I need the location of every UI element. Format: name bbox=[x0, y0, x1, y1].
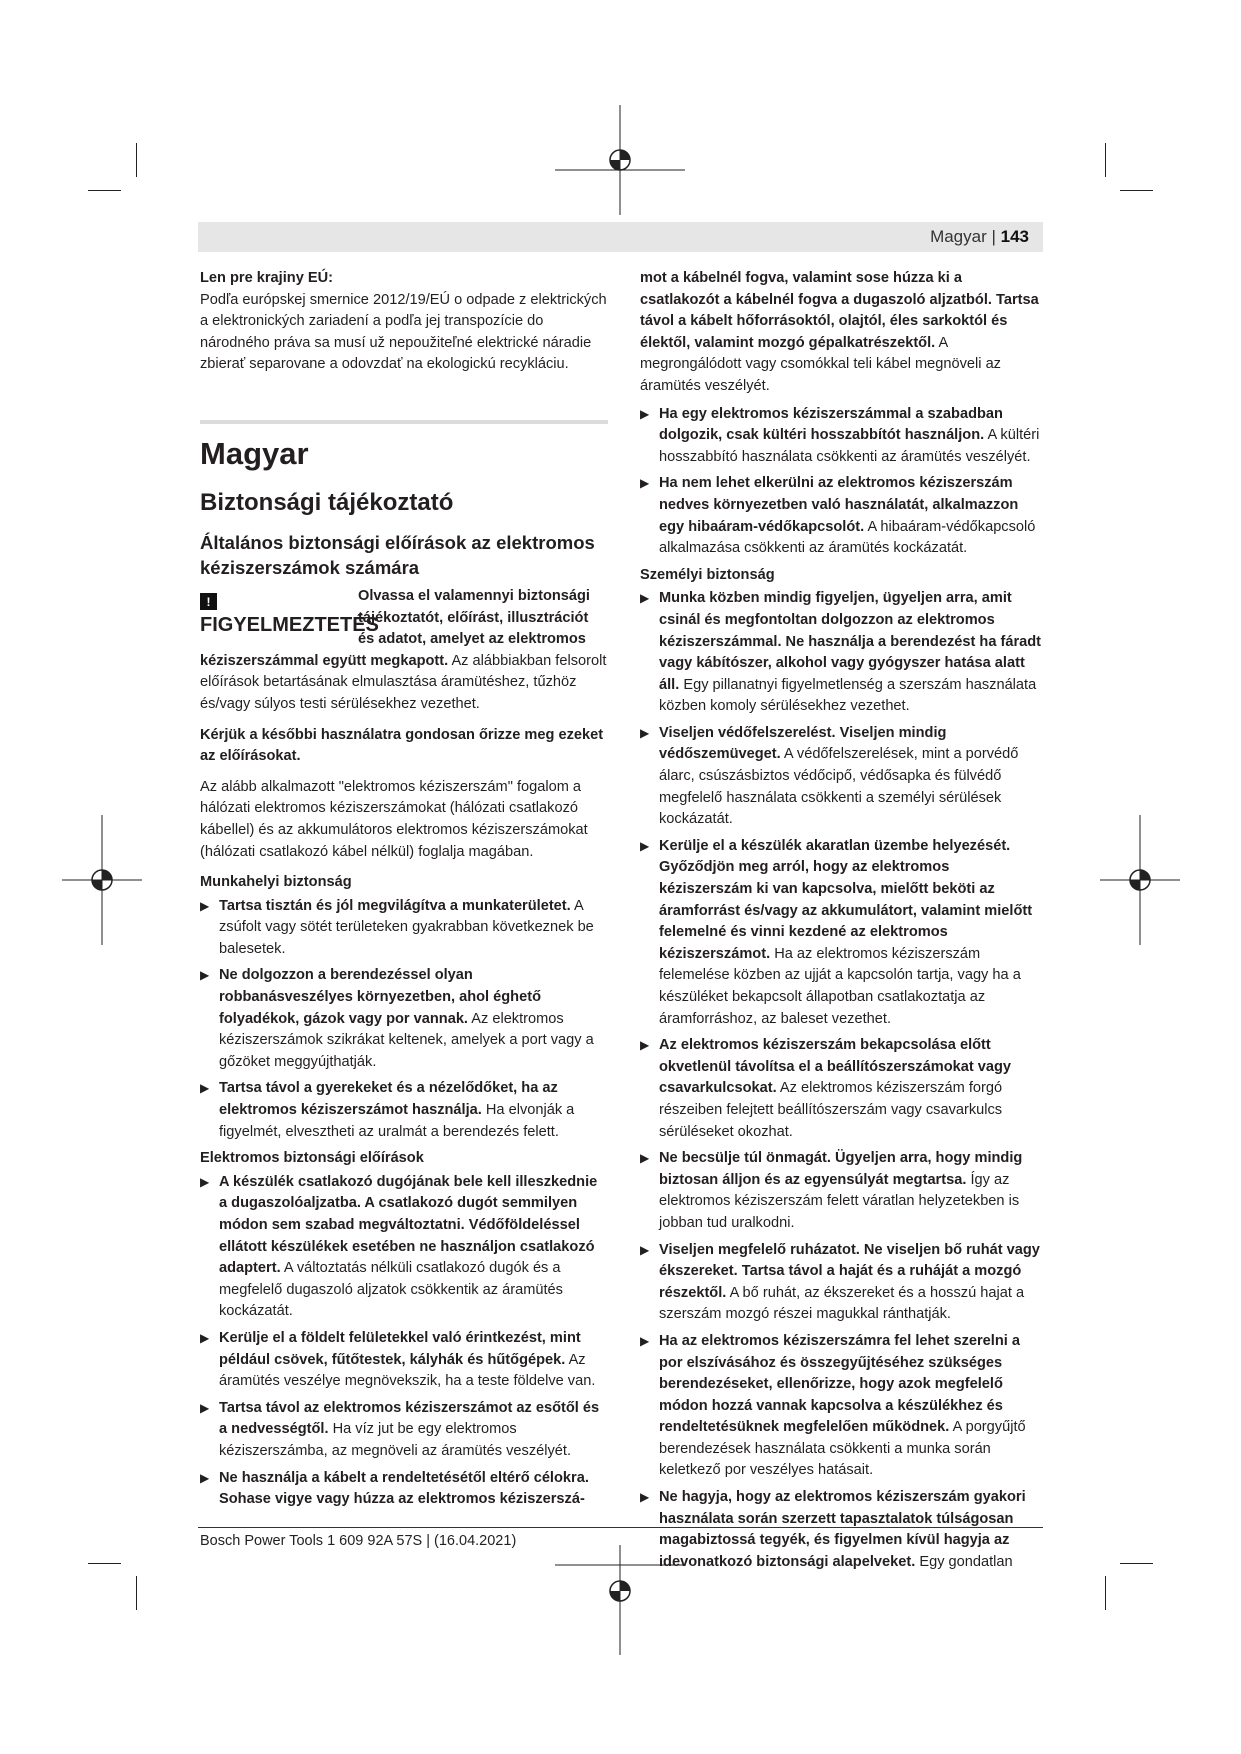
list-item: ▶ Ne használja a kábelt a rendeltetésétől eltérő célokra. Sohase vigye vagy húzza az elektromos kéziszerszá- bbox=[200, 1468, 608, 1511]
list-item: ▶ Ha nem lehet elkerülni az elektromos kéziszerszám nedves környezetben való használatát, alkalmazzon egy hibaáram-védőkapcsolót. A hibaáram-védőkapcsoló alkalmazása csökkenti az áramütés kockázatát. bbox=[640, 473, 1045, 559]
personal-safety-heading: Személyi biztonság bbox=[640, 566, 775, 583]
warning-bold-text: Olvassa el valamennyi biztonsági tájékoztatót, előírást, illusztrációt és adatot, amelyet az elektromos kéziszerszámmal együtt megkapott. bbox=[200, 587, 590, 669]
list-item: ▶ Az elektromos kéziszerszám bekapcsolása előtt okvetlenül távolítsa el a beállítószerszámokat vagy csavarkulcsokat. Az elektromos kéziszerszám forgó részeiben felejtett beállítószerszám vagy csavarkulcs sérüléseket okozhat. bbox=[640, 1035, 1045, 1143]
eu-text: Podľa európskej smernice 2012/19/EÚ o odpade z elektrických a elektronických zariadení a podľa jej transpozície do národného práva sa musí už nepoužiteľné elektrické náradie zbierať separovane a odovzdať na ekologickú recykláciu. bbox=[200, 291, 607, 373]
header-text: Magyar | 143 bbox=[930, 227, 1029, 246]
list-item: ▶ Tartsa távol a gyerekeket és a nézelődőket, ha az elektromos kéziszerszámot használja. Ha elvonják a figyelmét, elvesztheti az uralmát a berendezés felett. bbox=[200, 1078, 608, 1143]
registration-mark-icon bbox=[62, 815, 142, 945]
electrical-safety-heading: Elektromos biztonsági előírások bbox=[200, 1150, 424, 1167]
list-item: ▶ Ne dolgozzon a berendezéssel olyan robbanásveszélyes környezetben, ahol éghető folyadékok, gázok vagy por vannak. Az elektromos kéziszerszámok szikrákat keltenek, amelyek a port vagy a gőzöket meggyújthatják. bbox=[200, 965, 608, 1073]
workplace-safety-list bbox=[200, 896, 608, 1144]
list-item: ▶ A készülék csatlakozó dugójának bele kell illeszkednie a dugaszolóaljzatba. A csatlakozó dugót semmilyen módon sem szabad megváltoztatni. Védőföldeléssel ellátott készülékek esetében ne használjon csatlakozó adaptert. A változtatás nélküli csatlakozó dugók és a megfelelő dugaszoló aljzatok csökkentik az áramütés kockázatát. bbox=[200, 1172, 608, 1323]
electrical-safety-list bbox=[200, 1172, 608, 1511]
crop-mark bbox=[136, 143, 137, 177]
list-item: ▶ Viseljen megfelelő ruházatot. Ne viseljen bő ruhát vagy ékszereket. Tartsa távol a haját és a ruháját a mozgó részektől. A bő ruhát, az ékszereket és a hosszú hajat a szerszám mozgó részei magukkal ránthatják. bbox=[640, 1240, 1045, 1326]
list-item: ▶ Tartsa tisztán és jól megvilágítva a munkaterületet. A zsúfolt vagy sötét területeken gyakrabban következnek be balesetek. bbox=[200, 896, 608, 961]
crop-mark bbox=[88, 190, 121, 191]
warning-text: Az alábbiakban felsorolt előírások betartásának elmulasztása áramütéshez, tűzhöz és/vagy súlyos testi sérülésekhez vezethet. bbox=[200, 652, 607, 712]
list-item: ▶ Viseljen védőfelszerelést. Viseljen mindig védőszemüveget. A védőfelszerelések, mint a porvédő álarc, csúszásbiztos védőcipő, védősapka és fülvédő megfelelő használata csökkenti a személyi sérülések kockázatát. bbox=[640, 723, 1045, 831]
crop-mark bbox=[136, 1576, 137, 1610]
subsection-title: Általános biztonsági előírások az elektromos kéziszerszámok számára bbox=[200, 531, 595, 578]
crop-mark bbox=[1105, 1576, 1106, 1610]
header-section: Magyar bbox=[930, 227, 987, 246]
continued-text: mot a kábelnél fogva, valamint sose húzza ki a csatlakozót a kábelnél fogva a dugaszoló aljzatból. Tartsa távol a kábelt hőforrásoktól, olajtól, éles sarkoktól és élektől, valamint mozgó gépalkatrészektől. A megrongálódott vagy csomókkal teli kábel megnöveli az áramütés veszélyét. bbox=[640, 270, 1039, 394]
keep-instructions-note: Kérjük a későbbi használatra gondosan őrizze meg ezeket az előírásokat. bbox=[200, 726, 604, 765]
list-item: ▶ Kerülje el a készülék akaratlan üzembe helyezését. Győződjön meg arról, hogy az elektromos kéziszerszám ki van kapcsolva, mielőtt beköti az áramforrást és/vagy az akkumulátort, valamint mielőtt felemelné és vinni kezdené az elektromos kéziszerszámot. Ha az elektromos kéziszerszám felemelése közben az ujját a kapcsolón tartja, vagy ha a készüléket bekapcsolt állapotban csatlakoztatja az áramforráshoz, az baleset vezethet. bbox=[640, 836, 1045, 1030]
list-item: ▶ Ha egy elektromos kéziszerszámmal a szabadban dolgozik, csak kültéri hosszabbítót használjon. A kültéri hosszabbító használata csökkenti az áramütés veszélyét. bbox=[640, 404, 1045, 469]
left-column bbox=[200, 268, 608, 1516]
section-divider bbox=[200, 420, 608, 424]
section-title: Biztonsági tájékoztató bbox=[200, 488, 454, 516]
list-item: ▶ Ne hagyja, hogy az elektromos kéziszerszám gyakori használata során szerzett tapasztalatok túlságosan magabiztossá tegyék, és figyelmen kívül hagyja az idevonatkozó biztonsági alapelveket. Egy gondatlan bbox=[640, 1487, 1045, 1573]
registration-mark-icon bbox=[1100, 815, 1180, 945]
list-item: ▶ Kerülje el a földelt felületekkel való érintkezést, mint például csövek, fűtőtestek, kályhák és hűtőgépek. Az áramütés veszélye megnövekszik, ha a teste földelve van. bbox=[200, 1328, 608, 1393]
eu-heading: Len pre krajiny EÚ: bbox=[200, 270, 334, 286]
warning-block bbox=[200, 586, 608, 716]
running-header bbox=[198, 222, 1043, 252]
term-definition: Az alább alkalmazott "elektromos kéziszerszám" fogalom a hálózati elektromos kéziszerszámokat (hálózati csatlakozó kábellel) és az akkumulátoros elektromos kéziszerszámokat (hálózati csatlakozó kábel nélkül) foglalja magában. bbox=[200, 778, 588, 860]
crop-mark bbox=[1120, 190, 1153, 191]
electrical-safety-list-continued bbox=[640, 404, 1045, 560]
registration-mark-icon bbox=[555, 105, 685, 215]
warning-triangle-icon: ! bbox=[200, 593, 217, 610]
list-item: ▶ Ha az elektromos kéziszerszámra fel lehet szerelni a por elszívásához és összegyűjtéséhez szükséges berendezéseket, ellenőrizze, hogy azok megfelelő módon hozzá vannak kapcsolva a készülékhez és rendeltetésüknek megfelelően működnek. A porgyűjtő berendezések használata csökkenti a munka során keletkező por veszélyes hatásait. bbox=[640, 1331, 1045, 1482]
right-column bbox=[640, 268, 1045, 1578]
personal-safety-list bbox=[640, 588, 1045, 1573]
footer-rule bbox=[198, 1527, 1043, 1528]
page-number: 143 bbox=[1000, 227, 1029, 246]
footer-text: Bosch Power Tools 1 609 92A 57S | (16.04.2021) bbox=[200, 1533, 517, 1549]
crop-mark bbox=[1105, 143, 1106, 177]
workplace-safety-heading: Munkahelyi biztonság bbox=[200, 874, 352, 891]
warning-label: !FIGYELMEZTETÉS bbox=[200, 594, 379, 636]
list-item: ▶ Ne becsülje túl önmagát. Ügyeljen arra, hogy mindig biztosan álljon és az egyensúlyát megtartsa. Így az elektromos kéziszerszám felett váratlan helyzetekben is jobban tud uralkodni. bbox=[640, 1148, 1045, 1234]
crop-mark bbox=[88, 1563, 121, 1564]
language-title: Magyar bbox=[200, 435, 309, 471]
list-item: ▶ Tartsa távol az elektromos kéziszerszámot az esőtől és a nedvességtől. Ha víz jut be egy elektromos kéziszerszámba, az megnöveli az áramütés veszélyét. bbox=[200, 1398, 608, 1463]
list-item: ▶ Munka közben mindig figyeljen, ügyeljen arra, amit csinál és megfontoltan dolgozzon az elektromos kéziszerszámmal. Ne használja a berendezést ha fáradt vagy kábítószer, alkohol vagy gyógyszer hatása alatt áll. Egy pillanatnyi figyelmetlenség a szerszám használata közben komoly sérülésekhez vezethet. bbox=[640, 588, 1045, 718]
crop-mark bbox=[1120, 1563, 1153, 1564]
